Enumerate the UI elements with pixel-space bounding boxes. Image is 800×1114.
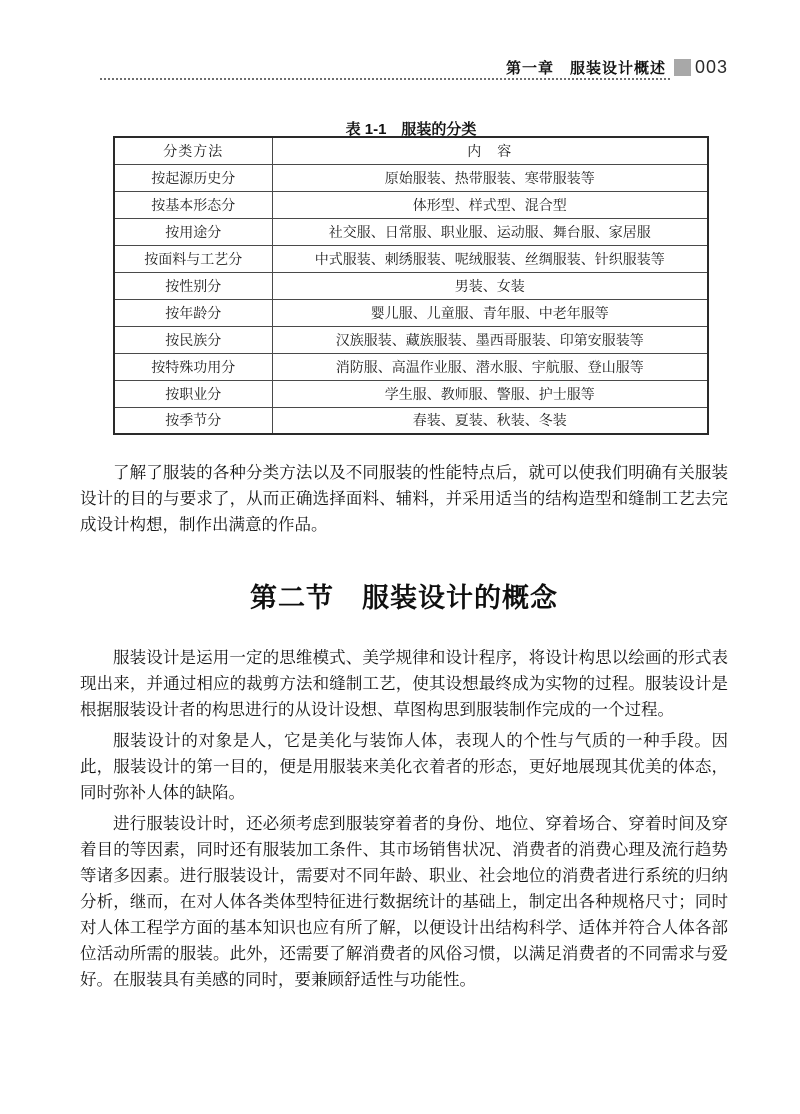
table-cell-content: 男装、女装 [272,272,708,299]
table-cell-method: 按面料与工艺分 [114,245,272,272]
table-row [114,326,708,353]
paragraph: 了解了服装的各种分类方法以及不同服装的性能特点后，就可以使我们明确有关服装设计的目的与要求了，从而正确选择面料、辅料，并采用适当的结构造型和缝制工艺去完成设计构想，制作出满意的作品。 [80,463,728,534]
table-row [114,245,708,272]
table-cell-method: 按职业分 [114,380,272,407]
table-cell-content: 原始服装、热带服装、寒带服装等 [272,164,708,191]
table-cell-method: 按年龄分 [114,299,272,326]
table-caption: 表 1-1 服装的分类 [345,121,477,138]
table-cell-method: 按起源历史分 [114,164,272,191]
table-cell-method: 按性别分 [114,272,272,299]
chapter-title: 第一章 服装设计概述 [505,59,666,77]
table-cell-content: 婴儿服、儿童服、青年服、中老年服等 [272,299,708,326]
table-row [114,407,708,434]
paragraph: 进行服装设计时，还必须考虑到服装穿着者的身份、地位、穿着场合、穿着时间及穿着目的等因素，同时还有服装加工条件、其市场销售状况、消费者的消费心理及流行趋势等诸多因素。进行服装设计，需要对不同年龄、职业、社会地位的消费者进行系统的归纳分析，继而，在对人体各类体型特征进行数据统计的基础上，制定出各种规格尺寸；同时对人体工程学方面的基本知识也应有所了解，以便设计出结构科学、适体并符合人体各部位活动所需的服装。此外，还需要了解消费者的风俗习惯，以满足消费者的不同需求与爱好。在服装具有美感的同时，要兼顾舒适性与功能性。 [80,814,728,989]
column-header-method: 分类方法 [114,137,272,164]
table-cell-method: 按用途分 [114,218,272,245]
paragraph: 服装设计的对象是人，它是美化与装饰人体，表现人的个性与气质的一种手段。因此，服装设计的第一目的，便是用服装来美化衣着者的形态，更好地展现其优美的体态，同时弥补人体的缺陷。 [80,731,728,802]
table-row [114,191,708,218]
column-header-content: 内 容 [272,137,708,164]
intro-paragraph-block [80,460,728,543]
table-row [114,218,708,245]
section-heading: 第二节 服装设计的概念 [250,583,558,613]
page-number-marker-square [674,59,691,76]
page-number: 003 [694,56,728,77]
table-cell-method: 按特殊功用分 [114,353,272,380]
table-cell-content: 体形型、样式型、混合型 [272,191,708,218]
table-cell-method: 按季节分 [114,407,272,434]
table-cell-method: 按民族分 [114,326,272,353]
paragraph: 服装设计是运用一定的思维模式、美学规律和设计程序，将设计构思以绘画的形式表现出来，并通过相应的裁剪方法和缝制工艺，使其设想最终成为实物的过程。服装设计是根据服装设计者的构思进行的从设计设想、草图构思到服装制作完成的一个过程。 [80,648,728,719]
table-cell-content: 消防服、高温作业服、潜水服、宇航服、登山服等 [272,353,708,380]
table-row [114,299,708,326]
table-header-row [114,137,708,164]
table-cell-content: 汉族服装、藏族服装、墨西哥服装、印第安服装等 [272,326,708,353]
table-row [114,164,708,191]
section-body [80,645,728,998]
table-cell-method: 按基本形态分 [114,191,272,218]
table-row [114,380,708,407]
clothing-classification-table [113,136,709,435]
table-cell-content: 中式服装、刺绣服装、呢绒服装、丝绸服装、针织服装等 [272,245,708,272]
table-cell-content: 社交服、日常服、职业服、运动服、舞台服、家居服 [272,218,708,245]
table-row [114,272,708,299]
running-header [100,56,728,84]
table-row [114,353,708,380]
table-cell-content: 春装、夏装、秋装、冬装 [272,407,708,434]
table-cell-content: 学生服、教师服、警服、护士服等 [272,380,708,407]
